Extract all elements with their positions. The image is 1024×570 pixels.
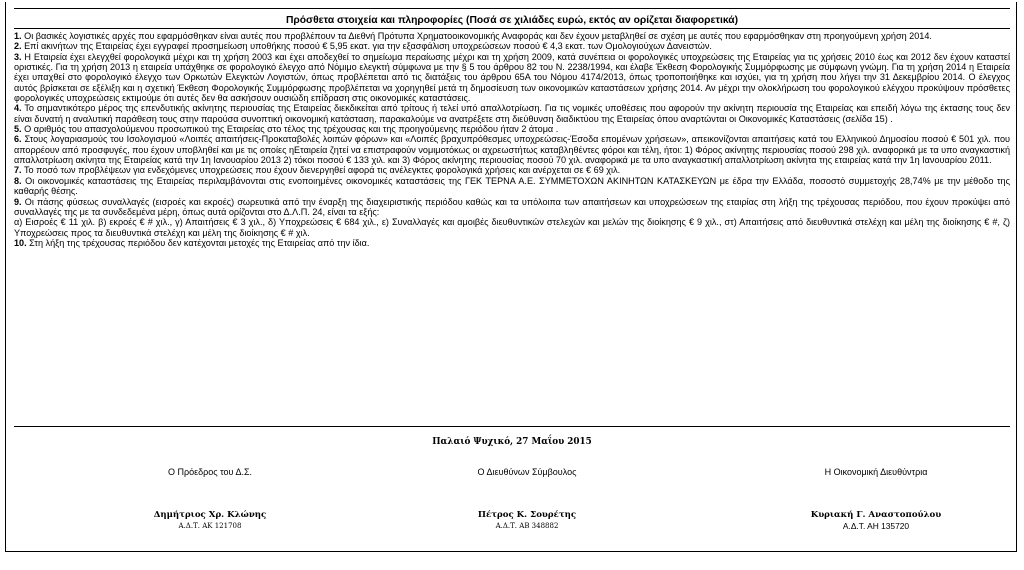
notes-list xyxy=(14,31,1010,248)
note-10 xyxy=(14,238,1010,248)
note-number: 9. xyxy=(14,196,22,207)
note-number: 10. xyxy=(14,237,27,248)
note-3 xyxy=(14,52,1010,104)
signatory-id: Α.Δ.Τ. ΑΒ 348882 xyxy=(495,522,559,530)
signature-block-chairman xyxy=(60,466,360,531)
note-text: α) Εισροές € 11 χιλ. β) εκροές € # χιλ., γ) Απαιτήσεις € 3 χιλ., δ) Υποχρεώσεις € 684 χιλ., ε) Συναλλαγές και αμοιβές διευθυντικών στελεχών και μελών της διοίκησης € 9 χιλ., στ) Απαιτήσεις από διευθυντικά στελέχη και μέλη της διοίκησης € #, ζ) Υποχρεώσεις προς τα διευθυντικά στελέχη και μέλη της διοίκησης € # χιλ. xyxy=(14,217,1010,238)
signatory-name: Πέτρος Κ. Σουρέτης xyxy=(477,510,577,520)
note-8 xyxy=(14,176,1010,197)
signatory-role: Η Οικονομική Διευθύντρια xyxy=(824,467,928,477)
note-text: Οι οικονομικές καταστάσεις της Εταιρείας περιλαμβάνονται στις ενοποιημένες οικονομικές καταστάσεις της ΓΕΚ ΤΕΡΝΑ Α.Ε. ΣΥΜΜΕΤΟΧΩΝ ΑΚΙΝΗΤΩΝ ΚΑΤΑΣΚΕΥΩΝ με έδρα την Ελλάδα, ποσοστό συμμετοχής 28,74% με την μέθοδο της καθαρής θέσης. xyxy=(14,175,1010,197)
note-number: 6. xyxy=(14,134,22,145)
note-text: Επί ακινήτων της Εταιρείας έχει εγγραφεί προσημείωση υποθήκης ποσού € 5,95 εκατ. για την εξασφάλιση υποχρεώσεων ποσού € 4,3 εκατ. των Ομολογιούχων Δανειστών. xyxy=(21,41,712,52)
signatory-name: Κυριακή Γ. Αναστοπούλου xyxy=(810,510,942,520)
note-9 xyxy=(14,197,1010,218)
section-title: Πρόσθετα στοιχεία και πληροφορίες (Ποσά σε χιλιάδες ευρώ, εκτός αν ορίζεται διαφορετικά) xyxy=(285,15,739,26)
note-7 xyxy=(14,165,1010,175)
note-5 xyxy=(14,124,1010,134)
note-number: 5. xyxy=(14,124,22,135)
place-date: Παλαιό Ψυχικό, 27 Μαΐου 2015 xyxy=(432,437,592,447)
note-text: Το σημαντικότερο μέρος της επενδυτικής ακίνητης περιουσίας της Εταιρείας διεκδικείται από τρίτους ή τελεί υπό απαλλοτρίωση. Για τις νομικές υποθέσεις που αφορούν την ακίνητη περιουσία της Εταιρείας και επειδή λόγω της έκτασης τους δεν είναι δυνατή η αναλυτική παράθεση τους στην παρούσα συνοπτική οικονομική κατάσταση, παρακαλούμε να ανατρέξετε στη διεύθυνση διαδικτύου της Εταιρείας όπου αναρτώνται οι Οικονομικές Καταστάσεις (σελίδα 15) . xyxy=(14,103,1010,124)
note-text: Ο αριθμός του απασχολούμενου προσωπικού της Εταιρείας στο τέλος της τρέχουσας και της προηγούμενης περιόδου ήταν 2 άτομα . xyxy=(21,124,559,135)
note-text: Στους λογαριασμούς του Ισολογισμού «Λοιπές απαιτήσεις-Προκαταβολές λοιπών φόρων» και «Λοιπές βραχυπρόθεσμες υποχρεώσεις-Έσοδα επομένων χρήσεων», απεικονίζονται απαιτήσεις κατά του Ελληνικού Δημοσίου ποσού € 501 χιλ. που απορρέουν από προσφυγές, που έχουν υποβληθεί και με τις οποίες ηΕταιρεία ζητεί να επιστραφούν νομιμοτόκως οι αχρεωστήτως καταβληθέντες φόροι και τέλη, ήτοι: 1) Φόρος ακίνητης περιουσίας ποσού 298 χιλ. αναφορικά με τα υπο αναγκαστική απαλλοτρίωση ακίνητα της Εταιρείας κατά την 1η Ιανουαρίου 2013 2) τόκοι ποσού € 133 χιλ. και 3) Φόρος ακίνητης περιουσίας ποσού 70 χιλ. αναφορικά με τα υπο αναγκαστική απαλλοτρίωση ακίνητα της εταιρείας κατά την 1η Ιανουαρίου 2011. xyxy=(14,134,1010,166)
note-4 xyxy=(14,103,1010,124)
signature-block-ceo xyxy=(377,466,677,531)
signatory-id: Α.Δ.Τ. ΑΗ 135720 xyxy=(842,521,910,531)
title-rule xyxy=(14,28,1010,29)
note-number: 1. xyxy=(14,31,22,41)
note-number: 8. xyxy=(14,175,22,186)
signatory-role: Ο Διευθύνων Σύμβουλος xyxy=(477,467,577,477)
note-number: 3. xyxy=(14,51,22,62)
note-text: Το ποσό των προβλέψεων για ενδεχόμενες υποχρεώσεις που έχουν διενεργηθεί αφορά τις ανέλεγκτες φορολογικά χρήσεις και ανέρχεται σε € 69 χιλ. xyxy=(21,165,621,176)
signatory-name: Δημήτριος Χρ. Κλώνης xyxy=(153,510,267,520)
note-text: Η Εταιρεία έχει ελεγχθεί φορολογικά μέχρι και τη χρήση 2003 και έχει αποδεχθεί το σημείωμα περαίωσης μέχρι και τη χρήση 2009, κατά συνέπεια οι φορολογικές υποχρεώσεις της Εταιρείας για τις χρήσεις 2010 έως και 2012 δεν έχουν καταστεί οριστικές. Για τη χρήση 2013 η εταιρεία υπάχθηκε σε φορολογικό έλεγχο από Νόμιμο ελεγκτή σύμφωνα με την § 5 του άρθρου 82 του Ν. 2238/1994, και έλαβε Έκθεση Φορολογικής Συμμόρφωσης με σύμφωνη γνώμη. Για τη χρήση 2014 η Εταιρεία έχει υπαχθεί στο φορολογικό έλεγχο των Ορκωτών Ελεγκτών Λογιστών, όπως προβλέπεται από τις διατάξεις του άρθρου 65Α του Νόμου 4174/2013, όπως τροποποιήθηκε και ισχύει, για τη χρήση που λήγει την 31 Δεκεμβρίου 2014. Ο έλεγχος αυτός βρίσκεται σε εξέλιξη και η σχετική Έκθεση Φορολογικής Συμμόρφωσης προβλέπεται να χορηγηθεί μετά τη δημοσίευση των οικονομικών καταστάσεων χρήσης 2014. Αν μέχρι την ολοκλήρωση του φορολογικού ελέγχου προκύψουν πρόσθετες φορολογικές υποχρεώσεις εκτιμούμε ότι αυτές δεν θα ασκήσουν ουσιώδη επίδραση στις οικονομικές καταστάσεις. xyxy=(14,51,1010,104)
note-number: 7. xyxy=(14,165,22,176)
signature-block-cfo xyxy=(726,466,1024,531)
top-rule xyxy=(14,8,1010,9)
bottom-rule xyxy=(14,426,1010,427)
signatory-id: Α.Δ.Τ. ΑΚ 121708 xyxy=(178,522,242,530)
note-number: 2. xyxy=(14,41,22,52)
signatory-role: Ο Πρόεδρος του Δ.Σ. xyxy=(167,467,253,477)
note-number: 4. xyxy=(14,103,22,114)
note-2 xyxy=(14,41,1010,51)
note-9-details xyxy=(14,217,1010,238)
note-text: Οι πάσης φύσεως συναλλαγές (εισροές και εκροές) σωρευτικά από την έναρξη της διαχειριστικής περιόδου καθώς και τα υπόλοιπα των απαιτήσεων και υποχρεώσεων της εταιρίας στη λήξη της τρέχουσας περιόδου, που έχουν προκύψει από συναλλαγές της με τα συνδεδεμένα μέρη, όπως αυτά ορίζονται στο Δ.Λ.Π. 24, είναι τα εξής: xyxy=(14,196,1010,217)
note-text: Στη λήξη της τρέχουσας περιόδου δεν κατέχονται μετοχές της Εταιρείας από την ίδια. xyxy=(26,237,370,248)
note-text: Οι βασικές λογιστικές αρχές που εφαρμόσθηκαν είναι αυτές που προβλέπουν τα Διεθνή Πρότυπα Χρηματοοικονομικής Αναφοράς και δεν έχουν μεταβληθεί σε σχέση με αυτές που εφαρμόσθηκαν στη προηγούμενη χρήση 2014. xyxy=(21,31,932,41)
note-1 xyxy=(14,31,1010,41)
note-6 xyxy=(14,134,1010,165)
